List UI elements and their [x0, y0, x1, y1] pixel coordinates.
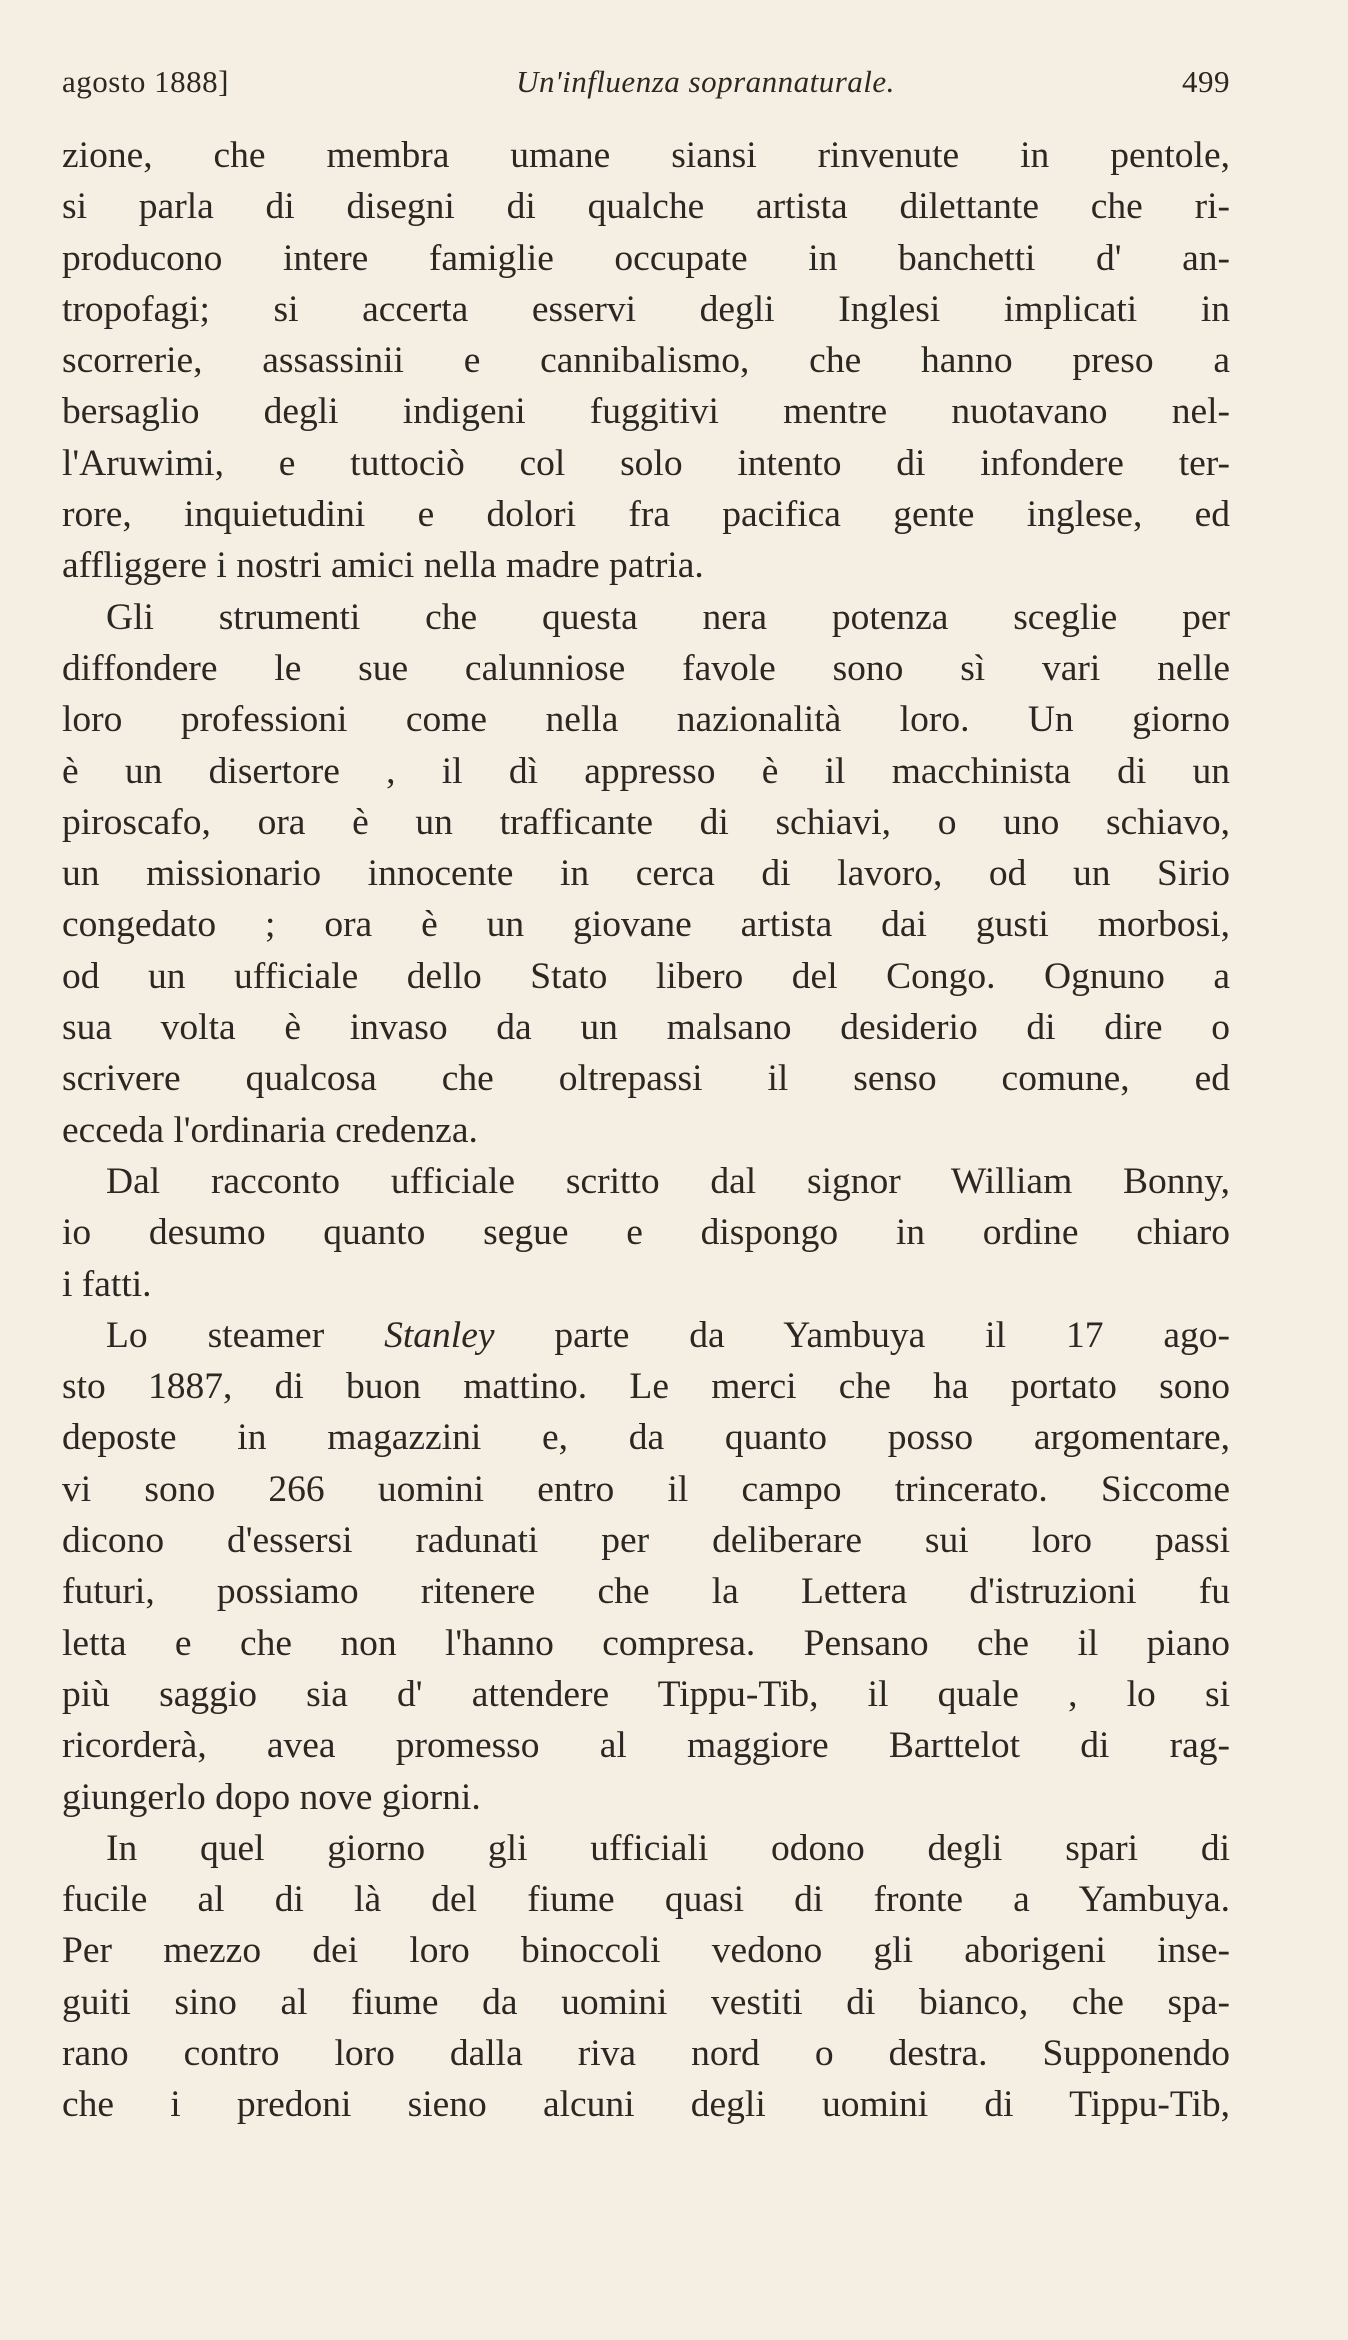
text-line: sua volta è invaso da un malsano desiderio di dire o: [62, 1007, 1230, 1049]
text-line: ricorderà, avea promesso al maggiore Barttelot di rag-: [62, 1725, 1230, 1767]
text-line: rano contro loro dalla riva nord o destra. Supponendo: [62, 2032, 1230, 2074]
text-line: scrivere qualcosa che oltrepassi il senso comune, ed: [62, 1058, 1230, 1100]
running-header: [62, 64, 1230, 112]
text-line: dicono d'essersi radunati per deliberare sui loro passi: [62, 1520, 1230, 1562]
text-line: rore, inquietudini e dolori fra pacifica gente inglese, ed: [62, 494, 1230, 536]
text-line: affliggere i nostri amici nella madre patria.: [62, 545, 704, 587]
text-line: Per mezzo dei loro binoccoli vedono gli aborigeni inse-: [62, 1930, 1230, 1972]
paragraph-3: [62, 1156, 1230, 1310]
text-line: deposte in magazzini e, da quanto posso argomentare,: [62, 1417, 1230, 1459]
text-line: vi sono 266 uomini entro il campo trincerato. Siccome: [62, 1468, 1230, 1510]
text-line: giungerlo dopo nove giorni.: [62, 1776, 481, 1818]
paragraph-4: [62, 1310, 1230, 1823]
text-line: scorrerie, assassinii e cannibalismo, che hanno preso a: [62, 340, 1230, 382]
text-line: guiti sino al fiume da uomini vestiti di bianco, che spa-: [62, 1981, 1230, 2023]
page-number: 499: [1182, 64, 1230, 99]
paragraph-1: [62, 130, 1230, 592]
text-line: ecceda l'ordinaria credenza.: [62, 1109, 478, 1151]
text-line: sto 1887, di buon mattino. Le merci che ha portato sono: [62, 1366, 1230, 1408]
text-line: Dal racconto ufficiale scritto dal signor William Bonny,: [106, 1160, 1230, 1202]
header-title: Un'influenza soprannaturale.: [516, 64, 895, 99]
text-line: i fatti.: [62, 1263, 152, 1305]
text-line: che i predoni sieno alcuni degli uomini di Tippu-Tib,: [62, 2084, 1230, 2126]
text-line: letta e che non l'hanno compresa. Pensano che il piano: [62, 1622, 1230, 1664]
text-line: tropofagi; si accerta esservi degli Inglesi implicati in: [62, 288, 1230, 330]
text-line: io desumo quanto segue e dispongo in ordine chiaro: [62, 1212, 1230, 1254]
text-line: In quel giorno gli ufficiali odono degli spari di: [106, 1827, 1230, 1869]
text-line: l'Aruwimi, e tuttociò col solo intento di infondere ter-: [62, 442, 1230, 484]
text-line: un missionario innocente in cerca di lavoro, od un Sirio: [62, 853, 1230, 895]
text-line: è un disertore , il dì appresso è il macchinista di un: [62, 750, 1230, 792]
text-line: Gli strumenti che questa nera potenza sceglie per: [106, 596, 1230, 638]
text-line: diffondere le sue calunniose favole sono sì vari nelle: [62, 647, 1230, 689]
text-line: producono intere famiglie occupate in banchetti d' an-: [62, 237, 1230, 279]
text-line: [62, 1310, 1230, 1361]
text-fragment: Lo steamer: [106, 1314, 385, 1356]
header-date: agosto 1888]: [62, 64, 230, 99]
text-line: piroscafo, ora è un trafficante di schiavi, o uno schiavo,: [62, 801, 1230, 843]
text-line: si parla di disegni di qualche artista dilettante che ri-: [62, 186, 1230, 228]
text-line: più saggio sia d' attendere Tippu-Tib, il quale , lo si: [62, 1673, 1230, 1715]
text-fragment: parte da Yambuya il 17 ago-: [494, 1314, 1230, 1356]
text-line: bersaglio degli indigeni fuggitivi mentre nuotavano nel-: [62, 391, 1230, 433]
text-line: fucile al di là del fiume quasi di fronte a Yambuya.: [62, 1879, 1230, 1921]
text-line: zione, che membra umane siansi rinvenute in pentole,: [62, 135, 1230, 176]
paragraph-5: [62, 1823, 1230, 2131]
text-line: od un ufficiale dello Stato libero del Congo. Ognuno a: [62, 955, 1230, 997]
steamer-name: Stanley: [384, 1314, 495, 1356]
text-line: loro professioni come nella nazionalità loro. Un giorno: [62, 699, 1230, 741]
paragraph-2: [62, 592, 1230, 1156]
text-line: futuri, possiamo ritenere che la Lettera d'istruzioni fu: [62, 1571, 1230, 1613]
text-line: congedato ; ora è un giovane artista dai gusti morbosi,: [62, 904, 1230, 946]
page-body: [62, 130, 1230, 2131]
